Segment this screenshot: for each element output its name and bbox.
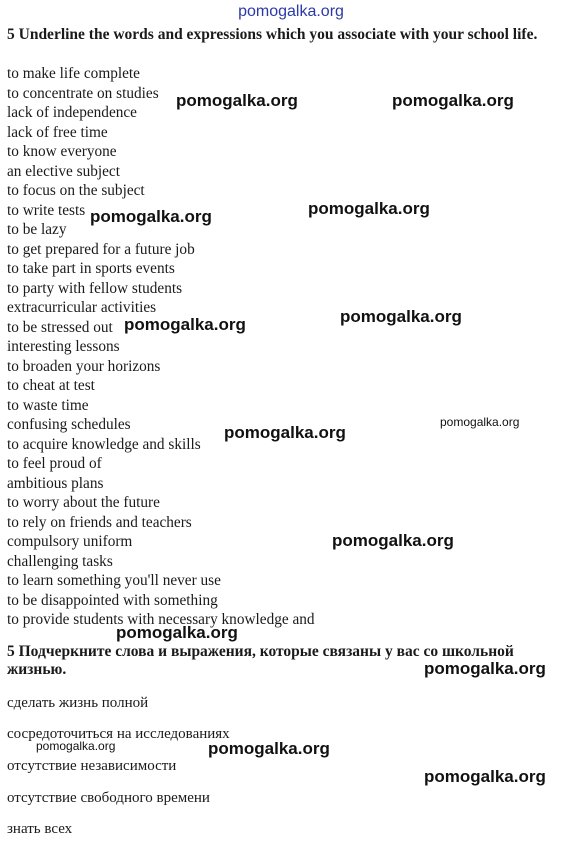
watermark: pomogalka.org bbox=[36, 739, 116, 753]
list-item: to broaden your horizons bbox=[7, 357, 161, 375]
list-item: to make life complete bbox=[7, 65, 140, 82]
list-item: to feel proud of bbox=[7, 455, 102, 472]
watermark: pomogalka.org bbox=[116, 623, 238, 642]
list-item: ambitious plans bbox=[7, 474, 104, 492]
list-item: to learn something you'll never use bbox=[7, 572, 221, 589]
list-item: to be disappointed with something bbox=[7, 591, 218, 609]
list-item: to party with fellow students bbox=[7, 279, 183, 297]
watermark: pomogalka.org bbox=[424, 659, 546, 678]
exercise-heading-ru: 5 Подчеркните слова и выражения, которые связаны у вас со школьной жизнью. bbox=[7, 643, 514, 678]
watermark: pomogalka.org bbox=[90, 207, 212, 226]
exercise-heading-en: 5 Underline the words and expressions which you associate with your school life. bbox=[7, 26, 538, 43]
site-header[interactable]: pomogalka.org bbox=[238, 3, 344, 20]
list-item: to take part in sports events bbox=[7, 260, 175, 277]
list-item: lack of independence bbox=[7, 104, 137, 121]
list-item: challenging tasks bbox=[7, 552, 113, 570]
watermark: pomogalka.org bbox=[440, 415, 520, 429]
list-item: to focus on the subject bbox=[7, 182, 145, 199]
watermark: pomogalka.org bbox=[308, 199, 430, 218]
list-item: to concentrate on studies bbox=[7, 84, 159, 102]
list-item: to provide students with necessary knowledge and bbox=[7, 611, 315, 628]
list-item: to get prepared for a future job bbox=[7, 240, 195, 258]
list-item: to know everyone bbox=[7, 143, 117, 160]
list-item: to write tests bbox=[7, 201, 86, 219]
list-item: to be lazy bbox=[7, 221, 67, 238]
list-item: знать всех bbox=[7, 821, 73, 837]
list-item: interesting lessons bbox=[7, 338, 120, 355]
list-item: extracurricular activities bbox=[7, 299, 157, 316]
watermark: pomogalka.org bbox=[392, 91, 514, 110]
watermark: pomogalka.org bbox=[332, 531, 454, 550]
list-item: to cheat at test bbox=[7, 377, 95, 394]
watermark: pomogalka.org bbox=[424, 767, 546, 786]
list-item: отсутствие независимости bbox=[7, 758, 177, 774]
list-item: to acquire knowledge and skills bbox=[7, 435, 201, 453]
watermark: pomogalka.org bbox=[124, 315, 246, 334]
list-item: an elective subject bbox=[7, 162, 120, 180]
list-item: to worry about the future bbox=[7, 494, 160, 511]
watermark: pomogalka.org bbox=[340, 307, 462, 326]
list-item: сделать жизнь полной bbox=[7, 695, 149, 711]
list-item: lack of free time bbox=[7, 123, 108, 141]
list-item: отсутствие свободного времени bbox=[7, 790, 210, 806]
list-item: compulsory uniform bbox=[7, 533, 133, 550]
watermark: pomogalka.org bbox=[224, 423, 346, 442]
list-item: to waste time bbox=[7, 396, 89, 414]
list-item: to be stressed out bbox=[7, 318, 113, 336]
list-item: confusing schedules bbox=[7, 416, 131, 433]
watermark: pomogalka.org bbox=[208, 739, 330, 758]
list-item: сосредоточиться на исследованиях bbox=[7, 726, 230, 742]
list-item: to rely on friends and teachers bbox=[7, 513, 192, 531]
watermark: pomogalka.org bbox=[176, 91, 298, 110]
